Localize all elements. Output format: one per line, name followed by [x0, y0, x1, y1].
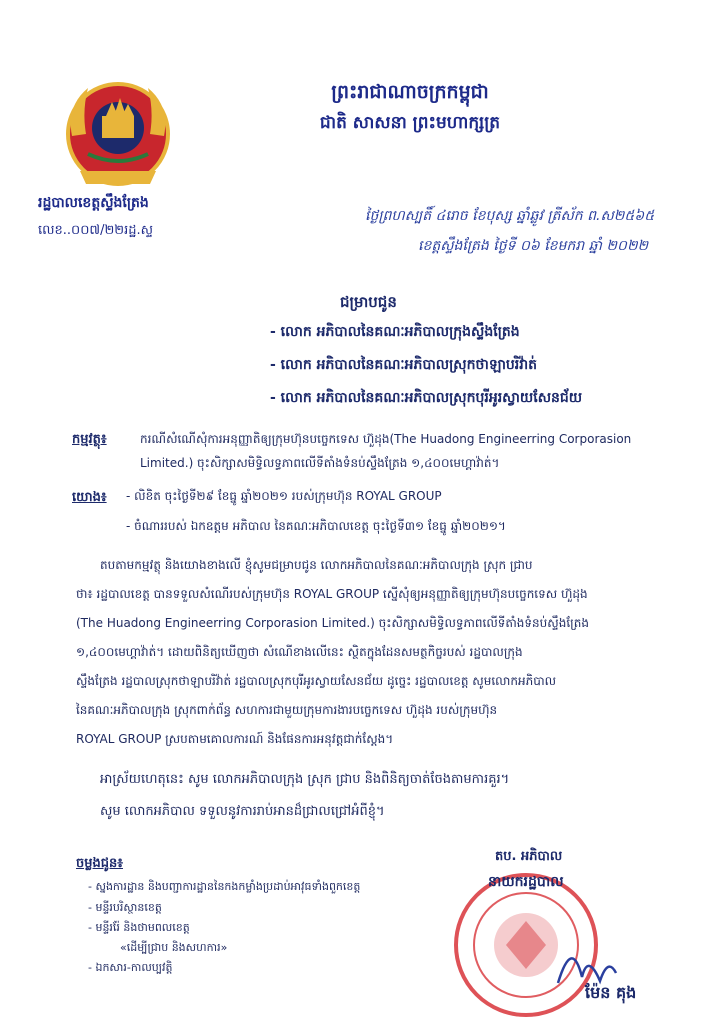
recipients-title: ជម្រាបជូន	[340, 293, 397, 311]
body-line: តបតាមកម្មវត្ថុ និងយោងខាងលើ ខ្ញុំសូមជម្រាបជូន លោកអភិបាលនៃគណៈអភិបាលក្រុង ស្រុក ជ្រាប	[100, 558, 533, 572]
issuing-authority: រដ្ឋបាលខេត្តស្ទឹងត្រែង	[38, 195, 149, 211]
subject-line: Limited.) ចុះសិក្សាសមិទ្ធិលទ្ធភាពលើទីតាំងទំនប់ស្ទឹងត្រែង ១,៤០០មេហ្គាវ៉ាត់។	[140, 456, 500, 470]
recipient-item: - លោក អភិបាលនៃគណៈអភិបាលស្រុកបុរីអូរស្វាយសែនជ័យ	[270, 390, 583, 406]
reference-line: - លិខិត ចុះថ្ងៃទី២៩ ខែធ្នូ ឆ្នាំ២០២១ របស់ក្រុមហ៊ុន ROYAL GROUP	[126, 489, 442, 503]
body-line: ១,៤០០មេហ្គាវ៉ាត់។ ដោយពិនិត្យឃើញថា សំណើខាងលើនេះ ស្ថិតក្នុងដែនសមត្ថកិច្ចរបស់ រដ្ឋបាលក្រុង	[76, 645, 523, 659]
provincial-emblem-icon	[58, 76, 178, 194]
recipient-item: - លោក អភិបាលនៃគណៈអភិបាលក្រុងស្ទឹងត្រែង	[270, 324, 520, 340]
body-line: (The Huadong Engineerring Corporasion Limited.) ចុះសិក្សាសមិទ្ធិលទ្ធភាពលើទីតាំងទំនប់ស្ទឹងត្រែង	[76, 616, 589, 630]
body-line: ថា៖ រដ្ឋបាលខេត្ត បានទទួលសំណើរបស់ក្រុមហ៊ុន ROYAL GROUP ស្នើសុំឲ្យអនុញ្ញាតិឲ្យក្រុមហ៊ុនបច្ចេកទេស ហ៊ួដុង	[76, 587, 588, 601]
cc-item: «ដើម្បីជ្រាប និងសហការ»	[120, 941, 228, 954]
signatory-name: ម៉ែន គុង	[585, 983, 637, 1002]
reference-line: - ចំណាររបស់ ឯកឧត្តម អភិបាល នៃគណៈអភិបាលខេត្ត ចុះថ្ងៃទី៣១ ខែធ្នូ ឆ្នាំ២០២១។	[126, 519, 506, 533]
cc-item: - មន្ទីរបរិស្ថានខេត្ត	[88, 901, 162, 914]
national-motto: ជាតិ សាសនា ព្រះមហាក្សត្រ	[319, 113, 501, 133]
cc-item: - មន្ទីររ៉ែ និងថាមពលខេត្ត	[88, 921, 190, 934]
recipient-item: - លោក អភិបាលនៃគណៈអភិបាលស្រុកថាឡាបរិវ៉ាត់	[270, 357, 538, 373]
closing-line: សូម លោកអភិបាល ទទួលនូវការរាប់អានដ៏ជ្រាលជ្រៅអំពីខ្ញុំ។	[100, 804, 385, 819]
reference-label: យោង៖	[72, 490, 107, 505]
subject-line: ករណីសំណើសុំការអនុញ្ញាតិឲ្យក្រុមហ៊ុនបច្ចេកទេស ហ៊ួដុង(The Huadong Engineerring Corporasion	[140, 432, 632, 446]
cc-label: ចម្លងជូន៖	[76, 856, 123, 871]
document-number: លេខ..០០៧/២២រដ្ឋ.ស្ទ	[38, 223, 154, 238]
body-line: ROYAL GROUP ស្របតាមគោលការណ៍ និងផែនការអនុវត្តជាក់ស្តែង។	[76, 732, 394, 746]
subject-label: កម្មវត្ថុ៖	[72, 432, 107, 447]
cc-item: - ឯកសារ-កាលប្បវត្តិ	[88, 961, 173, 974]
signatory-title: តប. អភិបាល	[495, 849, 563, 864]
body-line: នៃគណៈអភិបាលក្រុង ស្រុកពាក់ព័ន្ធ សហការជាមួយក្រុមការងារបច្ចេកទេស ហ៊ួដុង របស់ក្រុមហ៊ុន	[76, 703, 498, 717]
cc-item: - ស្នងការដ្ឋាន និងបញ្ជាការដ្ឋាននៃកងកម្លាំងប្រដាប់អាវុធទាំងពួកខេត្ត	[88, 880, 361, 893]
body-line: ស្ទឹងត្រែង រដ្ឋបាលស្រុកថាឡាបរិវ៉ាត់ រដ្ឋបាលស្រុកបុរីអូរស្វាយសែនជ័យ ដូច្នេះ រដ្ឋបាលខេត្ត សូមលោកអភិបាល	[76, 674, 557, 688]
lunar-date: ថ្ងៃព្រហស្បតិ៍ ៤រោច ខែបុស្ស ឆ្នាំឆ្លូវ ត្រីស័ក ព.ស២៥៦៥	[365, 208, 655, 224]
closing-line: អាស្រ័យហេតុនេះ សូម លោកអភិបាលក្រុង ស្រុក ជ្រាប និងពិនិត្យចាត់ចែងតាមការគួរ។	[100, 772, 510, 787]
signatory-position: នាយករដ្ឋបាល	[488, 874, 564, 890]
solar-date: ខេត្តស្ទឹងត្រែង ថ្ងៃទី ០៦ ខែមករា ឆ្នាំ ២០២២	[418, 238, 649, 254]
kingdom-title: ព្រះរាជាណាចក្រកម្ពុជា	[331, 81, 489, 103]
